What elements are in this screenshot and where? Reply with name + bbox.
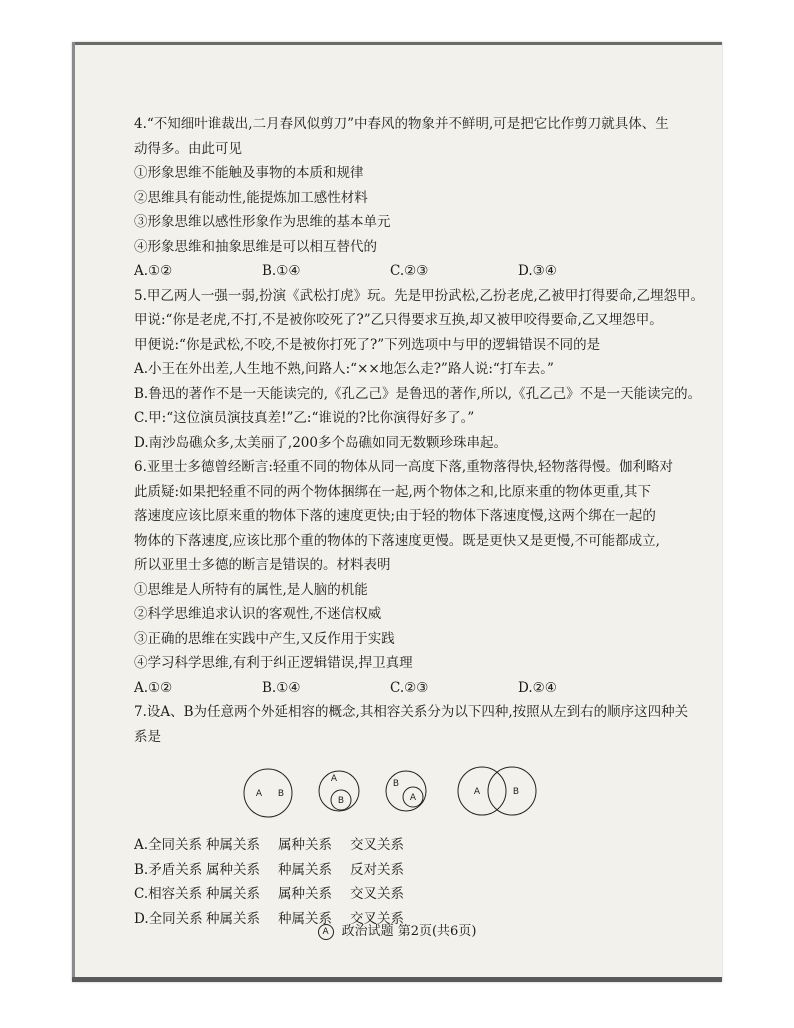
q7-option-a-rel: 种属关系 [206,837,260,853]
page-number-text: 政治试题 第2页(共6页) [341,924,477,939]
q7-option-d-rel: D.全同关系 [134,910,203,927]
q5-stem-line: 甲说:“你是老虎,不打,不是被你咬死了?”乙只得要求互换,却又被甲咬得要命,乙又埋怨甲。 [134,312,663,328]
q6-item: ②科学思维追求认识的客观性,不迷信权威 [134,606,382,622]
paper-version-mark: A [318,924,334,940]
question-7 [134,700,689,931]
q6-options [134,676,674,701]
q6-stem-line: 所以亚里士多德的断言是错误的。材料表明 [134,557,391,573]
q7-option-c [134,882,674,907]
q7-stem-line: 系是 [134,728,161,745]
q6-option-b: B.①④ [262,679,301,696]
diagram1-label-a: A [255,789,263,799]
q6-stem-line: 此质疑:如果把轻重不同的两个物体捆绑在一起,两个物体之和,比原来重的物体更重,其下 [134,483,651,500]
diagram3-label-b: B [392,779,400,789]
q7-venn-diagrams [134,753,674,833]
diagram1-circle [244,769,292,817]
q4-item: ④形象思维和抽象思维是可以相互替代的 [134,238,377,255]
diagram3-label-a: A [409,793,417,803]
q6-item: ①思维是人所特有的属性,是人脑的机能 [134,581,368,598]
q4-item: ①形象思维不能触及事物的本质和规律 [134,165,364,181]
question-4 [134,112,674,284]
q7-option-a-rel: 属种关系 [278,837,332,853]
diagram4-label-a: A [473,787,481,797]
q6-item: ④学习科学思维,有利于纠正逻辑错误,捍卫真理 [134,655,413,671]
page-edge-top [72,42,722,45]
q6-option-a: A.①② [134,679,173,696]
q7-relation-diagram [134,753,674,833]
q4-item: ②思维具有能动性,能提炼加工感性材料 [134,189,368,206]
q5-option-a: A.小王在外出差,人生地不熟,问路人:“××地怎么走?”路人说:“打车去。” [134,361,554,377]
q6-stem-line: 物体的下落速度,应该比那个重的物体的下落速度更慢。既是更快又是更慢,不可能都成立, [134,532,660,549]
q7-option-b-rel: 反对关系 [350,861,404,878]
q6-option-c: C.②③ [390,679,429,696]
page-footer [0,920,794,940]
q6-item: ③正确的思维在实践中产生,又反作用于实践 [134,630,395,647]
q7-stem-line: 7.设A、B为任意两个外延相容的概念,其相容关系分为以下四种,按照从左到右的顺序这四种关 [134,704,689,720]
q7-option-d-rel: 种属关系 [206,910,260,927]
exam-content [134,112,705,931]
q4-option-d: D.③④ [518,263,557,279]
diagram1-label-b: B [277,789,285,799]
q7-option-a-rel: A.全同关系 [134,837,203,853]
q7-option-c-rel: 属种关系 [278,886,332,902]
q4-options [134,259,674,284]
page-edge-left [72,42,75,982]
q7-option-a-rel: 交叉关系 [350,837,404,853]
q7-option-a [134,833,674,858]
q5-option-b: B.鲁迅的著作不是一天能读完的,《孔乙己》是鲁迅的著作,所以,《孔乙己》不是一天能读完的。 [134,385,702,402]
q5-option-d: D.南沙岛礁众多,太美丽了,200多个岛礁如同无数颗珍珠串起。 [134,434,507,451]
q6-stem-line: 落速度应该比原来重的物体下落的速度更快;由于轻的物体下落速度慢,这两个绑在一起的 [134,508,656,524]
q4-option-a: A.①② [134,263,173,279]
diagram4-circle-a [458,767,506,815]
question-5 [134,284,705,456]
page-edge-bottom [72,977,722,982]
diagram2-label-a: A [330,774,338,784]
q4-item: ③形象思维以感性形象作为思维的基本单元 [134,214,391,230]
q6-option-d: D.②④ [518,679,557,696]
diagram4-label-b: B [512,787,520,797]
diagram3-outer-circle [386,771,426,811]
q7-option-b-rel: B.矛盾关系 [134,861,203,878]
q5-option-c: C.甲:“这位演员演技真差!”乙:“谁说的?比你演得好多了。” [134,410,475,426]
q4-option-b: B.①④ [262,263,301,279]
q7-option-c-rel: 种属关系 [206,886,260,902]
q6-stem-line: 6.亚里士多德曾经断言:轻重不同的物体从同一高度下落,重物落得快,轻物落得慢。伽利略对 [134,459,674,475]
q4-option-c: C.②③ [390,263,429,279]
q5-stem-line: 甲便说:“你是武松,不咬,不是被你打死了?”下列选项中与甲的逻辑错误不同的是 [134,336,601,353]
q7-option-c-rel: 交叉关系 [350,886,404,902]
q4-stem-line: 动得多。由此可见 [134,140,242,157]
q7-option-d-rel: 交叉关系 [350,910,404,927]
q7-option-b [134,858,674,883]
q7-option-d-rel: 种属关系 [278,910,332,927]
q7-option-b-rel: 种属关系 [278,861,332,878]
q7-option-b-rel: 属种关系 [206,861,260,878]
diagram2-label-b: B [337,796,345,806]
q7-option-c-rel: C.相容关系 [134,886,203,902]
q4-stem-line: 4.“不知细叶谁裁出,二月春风似剪刀”中春风的物象并不鲜明,可是把它比作剪刀就具体、生 [134,116,669,132]
question-6 [134,455,674,700]
q5-stem-line: 5.甲乙两人一强一弱,扮演《武松打虎》玩。先是甲扮武松,乙扮老虎,乙被甲打得要命,乙埋怨甲。 [134,287,705,304]
